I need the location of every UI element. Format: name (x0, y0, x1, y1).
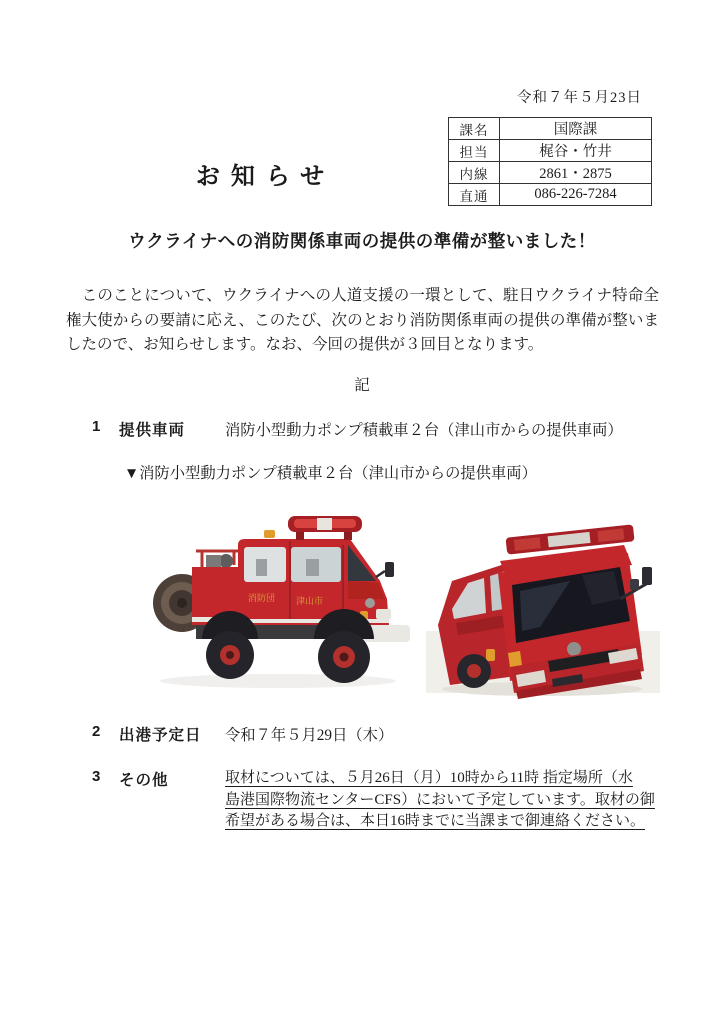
item-number: 3 (92, 768, 101, 785)
item-label: その他 (119, 772, 169, 789)
item-number: 1 (92, 418, 101, 435)
document-date: 令和７年５月23日 (517, 90, 642, 106)
body-paragraph: このことについて、ウクライナへの人道支援の一環として、駐日ウクライナ特命全権大使からの要請に応え、このたび、次のとおり消防関係車両の提供の準備が整いましたので、お知らせします。なお、今回の提供が３回目となります。 (66, 287, 659, 353)
contact-value: 国際課 (500, 118, 652, 140)
item-3-value-block (225, 768, 665, 833)
underlined-line: 取材については、５月26日（月）10時から11時 指定場所（水 (225, 770, 633, 786)
fire-truck-front-illustration (422, 503, 664, 703)
contact-label: 課名 (449, 118, 500, 140)
headline: ウクライナへの消防関係車両の提供の準備が整いました！ (128, 231, 596, 251)
contact-value: 2861・2875 (500, 162, 652, 184)
contact-info-table (448, 117, 652, 206)
fire-truck-front-photo (422, 503, 664, 703)
item-value: 消防小型動力ポンプ積載車２台（津山市からの提供車両） (225, 422, 623, 439)
table-row (449, 140, 652, 162)
table-row (449, 162, 652, 184)
svg-text:津山市: 津山市 (296, 597, 324, 607)
contact-label: 担当 (449, 140, 500, 162)
underlined-line: 島港国際物流センターCFS）において予定しています。取材の御 (225, 791, 655, 808)
item-label: 提供車両 (119, 422, 186, 439)
ki-marker: 記 (354, 377, 370, 394)
contact-label: 内線 (449, 162, 500, 184)
table-row (449, 118, 652, 140)
item-number: 2 (92, 723, 101, 740)
photo-caption: ▼消防小型動力ポンプ積載車２台（津山市からの提供車両） (124, 465, 537, 482)
contact-value: 086-226-7284 (500, 184, 652, 206)
fire-truck-side-photo (138, 505, 412, 697)
item-value: 令和７年５月29日（木） (225, 727, 394, 744)
contact-value: 梶谷・竹井 (500, 140, 652, 162)
item-label: 出港予定日 (119, 727, 202, 744)
fire-truck-side-illustration (138, 505, 412, 697)
contact-label: 直通 (449, 184, 500, 206)
item-2-row (0, 723, 724, 747)
item-1-row (0, 418, 724, 442)
underlined-line: 希望がある場合は、本日16時までに当課まで御連絡ください。 (225, 813, 646, 829)
table-row (449, 184, 652, 206)
page-title: お知らせ (195, 163, 336, 190)
svg-text:消防団: 消防団 (248, 594, 276, 604)
